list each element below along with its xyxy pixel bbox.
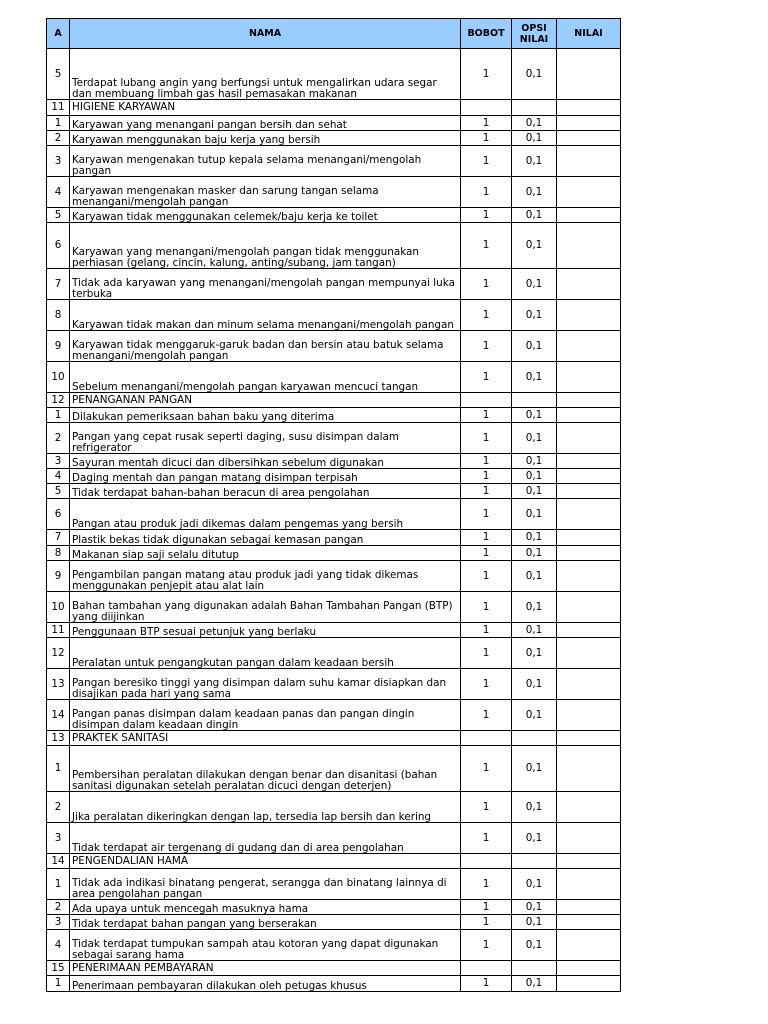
table-row [47,530,621,546]
table-row [47,208,621,223]
row-number: 1 [47,746,70,792]
opsi-value: 0,1 [512,638,557,669]
opsi-value: 0,1 [512,915,557,930]
table-row [47,900,621,915]
opsi-value: 0,1 [512,408,557,423]
header-opsi-line2: NILAI [519,33,549,45]
row-number: 5 [47,49,70,100]
nilai-cell [557,638,621,669]
bobot-value: 1 [461,223,512,269]
table-row [47,469,621,484]
opsi-value: 0,1 [512,362,557,393]
bobot-value: 1 [461,592,512,623]
bobot-value: 1 [461,546,512,561]
opsi-value: 0,1 [512,331,557,362]
table-row [47,408,621,423]
row-number: 2 [47,792,70,823]
row-number: 15 [47,961,70,976]
bobot-value: 1 [461,269,512,300]
criterion-text: Tidak terdapat bahan pangan yang berserakan [70,915,461,930]
criterion-text: Terdapat lubang angin yang berfungsi untuk mengalirkan udara segar dan membuang limbah gas hasil pemasakan makanan [70,49,461,100]
header-nama: NAMA [70,19,461,49]
row-number: 8 [47,546,70,561]
bobot-value: 1 [461,900,512,915]
table-row [47,362,621,393]
row-number: 6 [47,499,70,530]
row-number: 12 [47,393,70,408]
opsi-value: 0,1 [512,669,557,700]
opsi-value: 0,1 [512,546,557,561]
section-title: PENGENDALIAN HAMA [70,854,461,869]
bobot-value: 1 [461,177,512,208]
row-number: 13 [47,731,70,746]
bobot-value: 1 [461,669,512,700]
opsi-value: 0,1 [512,900,557,915]
bobot-value: 1 [461,499,512,530]
table-row [47,146,621,177]
section-title: HIGIENE KARYAWAN [70,100,461,116]
opsi-cell [512,854,557,869]
opsi-cell [512,731,557,746]
criterion-text: Karyawan tidak menggaruk-garuk badan dan bersin atau batuk selama menangani/mengolah pangan [70,331,461,362]
criterion-text: Tidak terdapat tumpukan sampah atau kotoran yang dapat digunakan sebagai sarang hama [70,930,461,961]
table-row [47,454,621,469]
row-number: 4 [47,930,70,961]
row-number: 14 [47,700,70,731]
row-number: 13 [47,669,70,700]
criterion-text: Penerimaan pembayaran dilakukan oleh petugas khusus [70,976,461,992]
nilai-cell [557,869,621,900]
nilai-cell [557,223,621,269]
opsi-value: 0,1 [512,592,557,623]
nilai-cell [557,100,621,116]
header-opsi-line1: OPSI [521,22,547,34]
criterion-text: Pembersihan peralatan dilakukan dengan benar dan disanitasi (bahan sanitasi digunakan setelah peralatan dicuci dengan deterjen) [70,746,461,792]
criterion-text: Pangan beresiko tinggi yang disimpan dalam suhu kamar disiapkan dan disajikan pada hari yang sama [70,669,461,700]
opsi-value: 0,1 [512,423,557,454]
criterion-text: Karyawan mengenakan tutup kepala selama menangani/mengolah pangan [70,146,461,177]
table-row [47,823,621,854]
opsi-value: 0,1 [512,700,557,731]
bobot-value: 1 [461,454,512,469]
bobot-value: 1 [461,869,512,900]
section-title: PRAKTEK SANITASI [70,731,461,746]
opsi-value: 0,1 [512,530,557,546]
nilai-cell [557,393,621,408]
nilai-cell [557,362,621,393]
table-row [47,792,621,823]
header-a: A [47,19,70,49]
bobot-value: 1 [461,208,512,223]
row-number: 11 [47,100,70,116]
criterion-text: Daging mentah dan pangan matang disimpan terpisah [70,469,461,484]
criterion-text: Bahan tambahan yang digunakan adalah Bahan Tambahan Pangan (BTP) yang diijinkan [70,592,461,623]
row-number: 11 [47,623,70,638]
opsi-value: 0,1 [512,116,557,131]
nilai-cell [557,208,621,223]
bobot-value: 1 [461,116,512,131]
bobot-cell [461,731,512,746]
nilai-cell [557,669,621,700]
section-row [47,961,621,976]
bobot-cell [461,961,512,976]
bobot-value: 1 [461,300,512,331]
table-row [47,300,621,331]
nilai-cell [557,592,621,623]
row-number: 14 [47,854,70,869]
row-number: 10 [47,362,70,393]
criterion-text: Tidak terdapat air tergenang di gudang dan di area pengolahan [70,823,461,854]
opsi-cell [512,961,557,976]
table-row [47,930,621,961]
opsi-value: 0,1 [512,223,557,269]
bobot-cell [461,100,512,116]
opsi-value: 0,1 [512,454,557,469]
opsi-value: 0,1 [512,49,557,100]
row-number: 10 [47,592,70,623]
bobot-value: 1 [461,146,512,177]
criterion-text: Tidak terdapat bahan-bahan beracun di area pengolahan [70,484,461,499]
nilai-cell [557,131,621,146]
section-row [47,854,621,869]
criterion-text: Tidak ada karyawan yang menangani/mengolah pangan mempunyai luka terbuka [70,269,461,300]
bobot-value: 1 [461,638,512,669]
nilai-cell [557,331,621,362]
nilai-cell [557,700,621,731]
bobot-value: 1 [461,623,512,638]
criterion-text: Plastik bekas tidak digunakan sebagai kemasan pangan [70,530,461,546]
row-number: 8 [47,300,70,331]
table-row [47,561,621,592]
row-number: 4 [47,469,70,484]
header-nilai: NILAI [557,19,621,49]
nilai-cell [557,499,621,530]
criterion-text: Pangan atau produk jadi dikemas dalam pengemas yang bersih [70,499,461,530]
bobot-value: 1 [461,469,512,484]
row-number: 3 [47,915,70,930]
criterion-text: Tidak ada indikasi binatang pengerat, serangga dan binatang lainnya di area pengolahan pangan [70,869,461,900]
row-number: 12 [47,638,70,669]
row-number: 7 [47,530,70,546]
bobot-value: 1 [461,561,512,592]
section-row [47,100,621,116]
criterion-text: Dilakukan pemeriksaan bahan baku yang diterima [70,408,461,423]
section-row [47,393,621,408]
opsi-value: 0,1 [512,131,557,146]
table-row [47,116,621,131]
bobot-value: 1 [461,700,512,731]
table-row [47,423,621,454]
nilai-cell [557,146,621,177]
opsi-value: 0,1 [512,146,557,177]
table-row [47,746,621,792]
nilai-cell [557,746,621,792]
opsi-value: 0,1 [512,976,557,992]
table-row [47,869,621,900]
nilai-cell [557,530,621,546]
table-row [47,976,621,992]
opsi-value: 0,1 [512,469,557,484]
criterion-text: Peralatan untuk pengangkutan pangan dalam keadaan bersih [70,638,461,669]
table-row [47,131,621,146]
bobot-value: 1 [461,131,512,146]
nilai-cell [557,823,621,854]
table-row [47,49,621,100]
criterion-text: Pangan panas disimpan dalam keadaan panas dan pangan dingin disimpan dalam keadaan dingin [70,700,461,731]
checklist-table [46,18,621,992]
criterion-text: Karyawan mengenakan masker dan sarung tangan selama menangani/mengolah pangan [70,177,461,208]
section-row [47,731,621,746]
header-bobot: BOBOT [461,19,512,49]
row-number: 5 [47,484,70,499]
table-row [47,546,621,561]
bobot-cell [461,393,512,408]
opsi-value: 0,1 [512,823,557,854]
opsi-cell [512,100,557,116]
row-number: 4 [47,177,70,208]
opsi-value: 0,1 [512,623,557,638]
criterion-text: Sayuran mentah dicuci dan dibersihkan sebelum digunakan [70,454,461,469]
bobot-value: 1 [461,530,512,546]
row-number: 9 [47,561,70,592]
row-number: 2 [47,131,70,146]
nilai-cell [557,792,621,823]
row-number: 3 [47,146,70,177]
opsi-value: 0,1 [512,746,557,792]
criterion-text: Jika peralatan dikeringkan dengan lap, tersedia lap bersih dan kering [70,792,461,823]
opsi-value: 0,1 [512,269,557,300]
table-row [47,177,621,208]
table-row [47,484,621,499]
bobot-value: 1 [461,423,512,454]
section-title: PENANGANAN PANGAN [70,393,461,408]
criterion-text: Pangan yang cepat rusak seperti daging, susu disimpan dalam refrigerator [70,423,461,454]
bobot-value: 1 [461,331,512,362]
opsi-value: 0,1 [512,484,557,499]
nilai-cell [557,49,621,100]
table-body [47,49,621,992]
bobot-value: 1 [461,823,512,854]
row-number: 2 [47,900,70,915]
section-title: PENERIMAAN PEMBAYARAN [70,961,461,976]
bobot-value: 1 [461,915,512,930]
nilai-cell [557,976,621,992]
opsi-value: 0,1 [512,499,557,530]
row-number: 7 [47,269,70,300]
nilai-cell [557,546,621,561]
bobot-value: 1 [461,792,512,823]
nilai-cell [557,423,621,454]
nilai-cell [557,269,621,300]
criterion-text: Karyawan menggunakan baju kerja yang bersih [70,131,461,146]
table-row [47,700,621,731]
bobot-value: 1 [461,49,512,100]
header-opsi-nilai [512,19,557,49]
nilai-cell [557,116,621,131]
opsi-value: 0,1 [512,930,557,961]
criterion-text: Ada upaya untuk mencegah masuknya hama [70,900,461,915]
row-number: 2 [47,423,70,454]
table-row [47,223,621,269]
row-number: 6 [47,223,70,269]
table-row [47,638,621,669]
row-number: 3 [47,454,70,469]
criterion-text: Sebelum menangani/mengolah pangan karyawan mencuci tangan [70,362,461,393]
table-row [47,499,621,530]
header-row [47,19,621,49]
criterion-text: Karyawan tidak menggunakan celemek/baju kerja ke toilet [70,208,461,223]
row-number: 9 [47,331,70,362]
bobot-value: 1 [461,976,512,992]
row-number: 1 [47,869,70,900]
row-number: 1 [47,976,70,992]
table-row [47,269,621,300]
nilai-cell [557,900,621,915]
nilai-cell [557,930,621,961]
criterion-text: Karyawan yang menangani pangan bersih dan sehat [70,116,461,131]
bobot-value: 1 [461,746,512,792]
nilai-cell [557,561,621,592]
row-number: 3 [47,823,70,854]
table-row [47,592,621,623]
table-row [47,915,621,930]
nilai-cell [557,915,621,930]
row-number: 1 [47,116,70,131]
opsi-value: 0,1 [512,561,557,592]
bobot-cell [461,854,512,869]
table-row [47,669,621,700]
bobot-value: 1 [461,484,512,499]
nilai-cell [557,469,621,484]
nilai-cell [557,454,621,469]
bobot-value: 1 [461,930,512,961]
criterion-text: Karyawan yang menangani/mengolah pangan tidak menggunakan perhiasan (gelang, cincin, kalung, anting/subang, jam tangan) [70,223,461,269]
nilai-cell [557,623,621,638]
row-number: 1 [47,408,70,423]
nilai-cell [557,408,621,423]
criterion-text: Makanan siap saji selalu ditutup [70,546,461,561]
row-number: 5 [47,208,70,223]
nilai-cell [557,731,621,746]
nilai-cell [557,484,621,499]
table-row [47,623,621,638]
opsi-cell [512,393,557,408]
opsi-value: 0,1 [512,300,557,331]
nilai-cell [557,300,621,331]
bobot-value: 1 [461,362,512,393]
opsi-value: 0,1 [512,208,557,223]
nilai-cell [557,177,621,208]
opsi-value: 0,1 [512,177,557,208]
criterion-text: Penggunaan BTP sesuai petunjuk yang berlaku [70,623,461,638]
criterion-text: Pengambilan pangan matang atau produk jadi yang tidak dikemas menggunakan penjepit atau alat lain [70,561,461,592]
opsi-value: 0,1 [512,869,557,900]
bobot-value: 1 [461,408,512,423]
nilai-cell [557,854,621,869]
table-row [47,331,621,362]
nilai-cell [557,961,621,976]
criterion-text: Karyawan tidak makan dan minum selama menangani/mengolah pangan [70,300,461,331]
opsi-value: 0,1 [512,792,557,823]
